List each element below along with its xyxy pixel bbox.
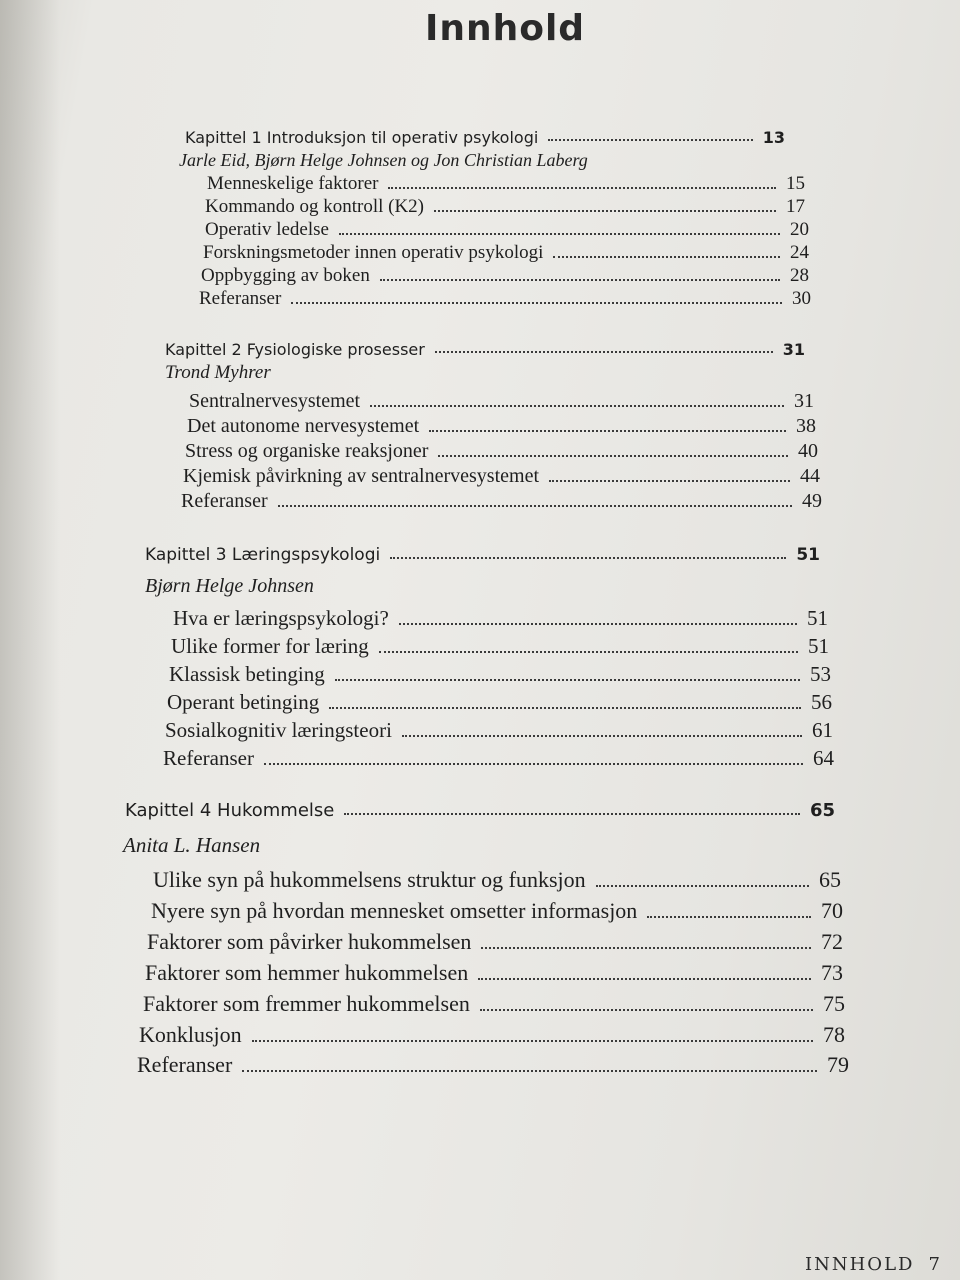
chapter-title: Kapittel 2 Fysiologiske prosesser	[165, 340, 425, 359]
toc-entry[interactable]	[151, 898, 843, 924]
page-gutter-shadow	[0, 0, 60, 1280]
section-title: Hva er læringspsykologi?	[173, 606, 389, 630]
section-title: Konklusjon	[139, 1022, 242, 1047]
chapter-author: Bjørn Helge Johnsen	[145, 575, 314, 597]
toc-entry[interactable]	[143, 991, 845, 1017]
section-page-number: 61	[812, 718, 833, 742]
toc-entry[interactable]	[205, 196, 805, 218]
section-title: Faktorer som fremmer hukommelsen	[143, 991, 470, 1016]
dot-leader	[329, 706, 801, 709]
section-page-number: 56	[811, 690, 832, 714]
section-page-number: 72	[821, 929, 843, 954]
page-title: Innhold	[424, 8, 586, 49]
section-page-number: 78	[823, 1022, 845, 1047]
section-title: Referanser	[199, 288, 282, 309]
section-page-number: 15	[786, 173, 805, 194]
toc-entry[interactable]	[145, 960, 843, 986]
dot-leader	[252, 1039, 813, 1042]
toc-entry[interactable]	[167, 690, 832, 715]
dot-leader	[370, 404, 784, 407]
dot-leader	[548, 138, 752, 141]
chapter-heading[interactable]	[185, 128, 785, 147]
section-title: Ulike former for læring	[171, 634, 369, 658]
chapter-author: Jarle Eid, Bjørn Helge Johnsen og Jon Christian Laberg	[179, 150, 588, 170]
section-title: Det autonome nervesystemet	[187, 415, 420, 437]
footer-label: INNHOLD	[805, 1254, 915, 1275]
section-title: Operativ ledelse	[205, 219, 329, 240]
section-title: Kommando og kontroll (K2)	[205, 196, 425, 217]
dot-leader	[242, 1069, 817, 1072]
section-page-number: 38	[796, 415, 816, 437]
section-title: Referanser	[137, 1052, 233, 1077]
section-page-number: 49	[802, 490, 822, 512]
chapter-title: Kapittel 4 Hukommelse	[125, 800, 335, 821]
dot-leader	[264, 762, 803, 765]
section-title: Referanser	[181, 490, 268, 512]
section-page-number: 51	[807, 606, 828, 630]
toc-entry[interactable]	[201, 265, 809, 287]
toc-entry[interactable]	[169, 662, 831, 687]
dot-leader	[291, 301, 782, 304]
toc-entry[interactable]	[189, 390, 814, 413]
dot-leader	[335, 678, 800, 681]
dot-leader	[380, 278, 780, 281]
chapter-title: Kapittel 1 Introduksjon til operativ psykologi	[185, 128, 539, 147]
chapter-title: Kapittel 3 Læringspsykologi	[145, 545, 381, 565]
dot-leader	[379, 650, 798, 653]
dot-leader	[344, 812, 800, 815]
section-title: Referanser	[163, 746, 254, 770]
section-title: Klassisk betinging	[169, 662, 325, 686]
section-page-number: 31	[794, 390, 814, 412]
section-title: Oppbygging av boken	[201, 265, 370, 286]
section-title: Ulike syn på hukommelsens struktur og funksjon	[153, 867, 586, 892]
toc-entry[interactable]	[185, 440, 818, 463]
toc-entry[interactable]	[165, 718, 833, 743]
toc-entry[interactable]	[181, 490, 822, 513]
section-page-number: 30	[792, 288, 811, 309]
section-title: Menneskelige faktorer	[207, 173, 379, 194]
section-page-number: 28	[790, 265, 809, 286]
chapter-heading[interactable]	[125, 800, 835, 821]
dot-leader	[388, 186, 776, 189]
section-title: Kjemisk påvirkning av sentralnervesystemet	[183, 465, 540, 487]
section-page-number: 40	[798, 440, 818, 462]
toc-entry[interactable]	[153, 867, 841, 893]
toc-entry[interactable]	[139, 1022, 845, 1048]
dot-leader	[647, 915, 811, 918]
section-page-number: 53	[810, 662, 831, 686]
section-page-number: 73	[821, 960, 843, 985]
section-page-number: 75	[823, 991, 845, 1016]
dot-leader	[438, 454, 788, 457]
dot-leader	[481, 946, 811, 949]
toc-entry[interactable]	[137, 1052, 849, 1078]
dot-leader	[480, 1008, 813, 1011]
section-page-number: 64	[813, 746, 834, 770]
section-title: Forskningsmetoder innen operativ psykologi	[203, 242, 544, 263]
toc-entry[interactable]	[171, 634, 829, 659]
toc-entry[interactable]	[187, 415, 816, 438]
section-page-number: 65	[819, 867, 841, 892]
toc-entry[interactable]	[207, 173, 805, 195]
toc-entry[interactable]	[203, 242, 809, 264]
chapter-author: Anita L. Hansen	[123, 833, 261, 857]
section-page-number: 24	[790, 242, 809, 263]
dot-leader	[549, 479, 790, 482]
chapter-heading[interactable]	[145, 545, 820, 565]
dot-leader	[596, 884, 809, 887]
dot-leader	[390, 556, 786, 559]
dot-leader	[402, 734, 802, 737]
section-title: Sosialkognitiv læringsteori	[165, 718, 392, 742]
section-title: Stress og organiske reaksjoner	[185, 440, 429, 462]
running-footer	[805, 1254, 942, 1275]
section-page-number: 44	[800, 465, 820, 487]
section-page-number: 70	[821, 898, 843, 923]
toc-entry[interactable]	[205, 219, 809, 241]
dot-leader	[339, 232, 780, 235]
chapter-author: Trond Myhrer	[165, 362, 271, 383]
dot-leader	[435, 350, 773, 353]
dot-leader	[399, 622, 797, 625]
toc-entry[interactable]	[183, 465, 820, 488]
chapter-page-number: 65	[809, 800, 835, 821]
toc-entry[interactable]	[163, 746, 834, 771]
dot-leader	[278, 504, 792, 507]
section-title: Faktorer som påvirker hukommelsen	[147, 929, 472, 954]
section-title: Sentralnervesystemet	[189, 390, 361, 412]
toc-entry[interactable]	[147, 929, 843, 955]
toc-entry[interactable]	[199, 288, 811, 310]
section-title: Operant betinging	[167, 690, 320, 714]
section-page-number: 17	[786, 196, 805, 217]
section-title: Nyere syn på hvordan mennesket omsetter informasjon	[151, 898, 638, 923]
dot-leader	[429, 429, 786, 432]
chapter-page-number: 51	[796, 545, 820, 565]
toc-entry[interactable]	[173, 606, 828, 631]
chapter-heading[interactable]	[165, 340, 805, 359]
chapter-page-number: 31	[782, 340, 805, 359]
section-page-number: 20	[790, 219, 809, 240]
dot-leader	[478, 977, 811, 980]
section-page-number: 51	[808, 634, 829, 658]
footer-page-number: 7	[928, 1254, 942, 1275]
section-page-number: 79	[827, 1052, 849, 1077]
chapter-page-number: 13	[762, 128, 785, 147]
dot-leader	[434, 209, 776, 212]
dot-leader	[553, 255, 780, 258]
section-title: Faktorer som hemmer hukommelsen	[145, 960, 469, 985]
